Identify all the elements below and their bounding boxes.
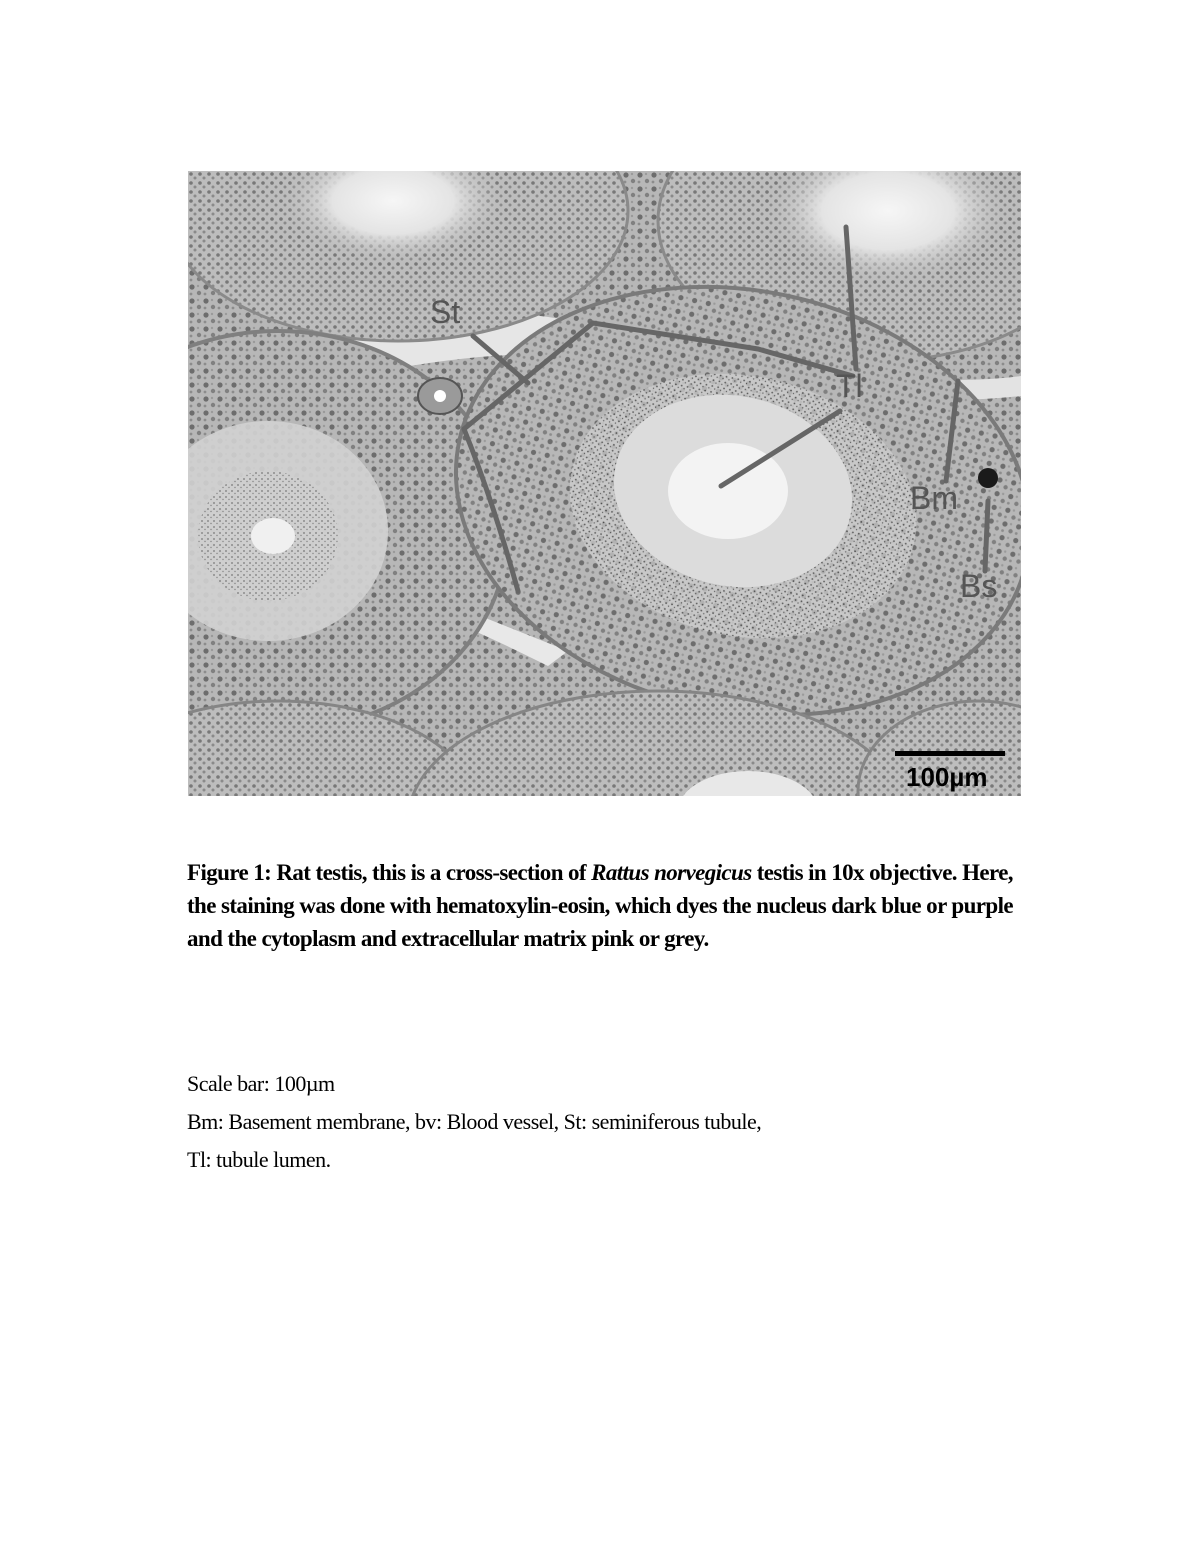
abbreviations-line-2: Tl: tubule lumen. xyxy=(187,1147,331,1172)
label-bm: Bm xyxy=(910,480,958,516)
dark-spot xyxy=(978,468,998,488)
label-tl: Tl xyxy=(836,368,863,404)
scale-bar-label: 100µm xyxy=(906,762,988,792)
lumen-left-center xyxy=(251,518,295,554)
caption-species: Rattus norvegicus xyxy=(591,860,752,885)
abbreviations-line-1: Bm: Basement membrane, bv: Blood vessel, St: seminiferous tubule, xyxy=(187,1109,762,1134)
figure-caption xyxy=(187,856,1017,955)
figure-notes xyxy=(187,1065,1017,1179)
scale-bar xyxy=(895,751,1005,756)
label-bs: Bs xyxy=(960,568,998,604)
scale-bar-note: Scale bar: 100µm xyxy=(187,1071,335,1096)
label-st: St xyxy=(430,294,461,330)
caption-prefix: Figure 1: Rat testis, this is a cross-section of xyxy=(187,860,592,885)
bs-pointer-line xyxy=(985,501,988,571)
blood-vessel-lumen xyxy=(434,390,446,402)
caption-suffix: testis in 10x objective. Here, the staining was done with hematoxylin-eosin, which dyes the nucleus dark blue or purple and the cytoplasm and extracellular matrix pink or grey. xyxy=(187,860,1014,951)
histology-micrograph xyxy=(188,171,1021,796)
